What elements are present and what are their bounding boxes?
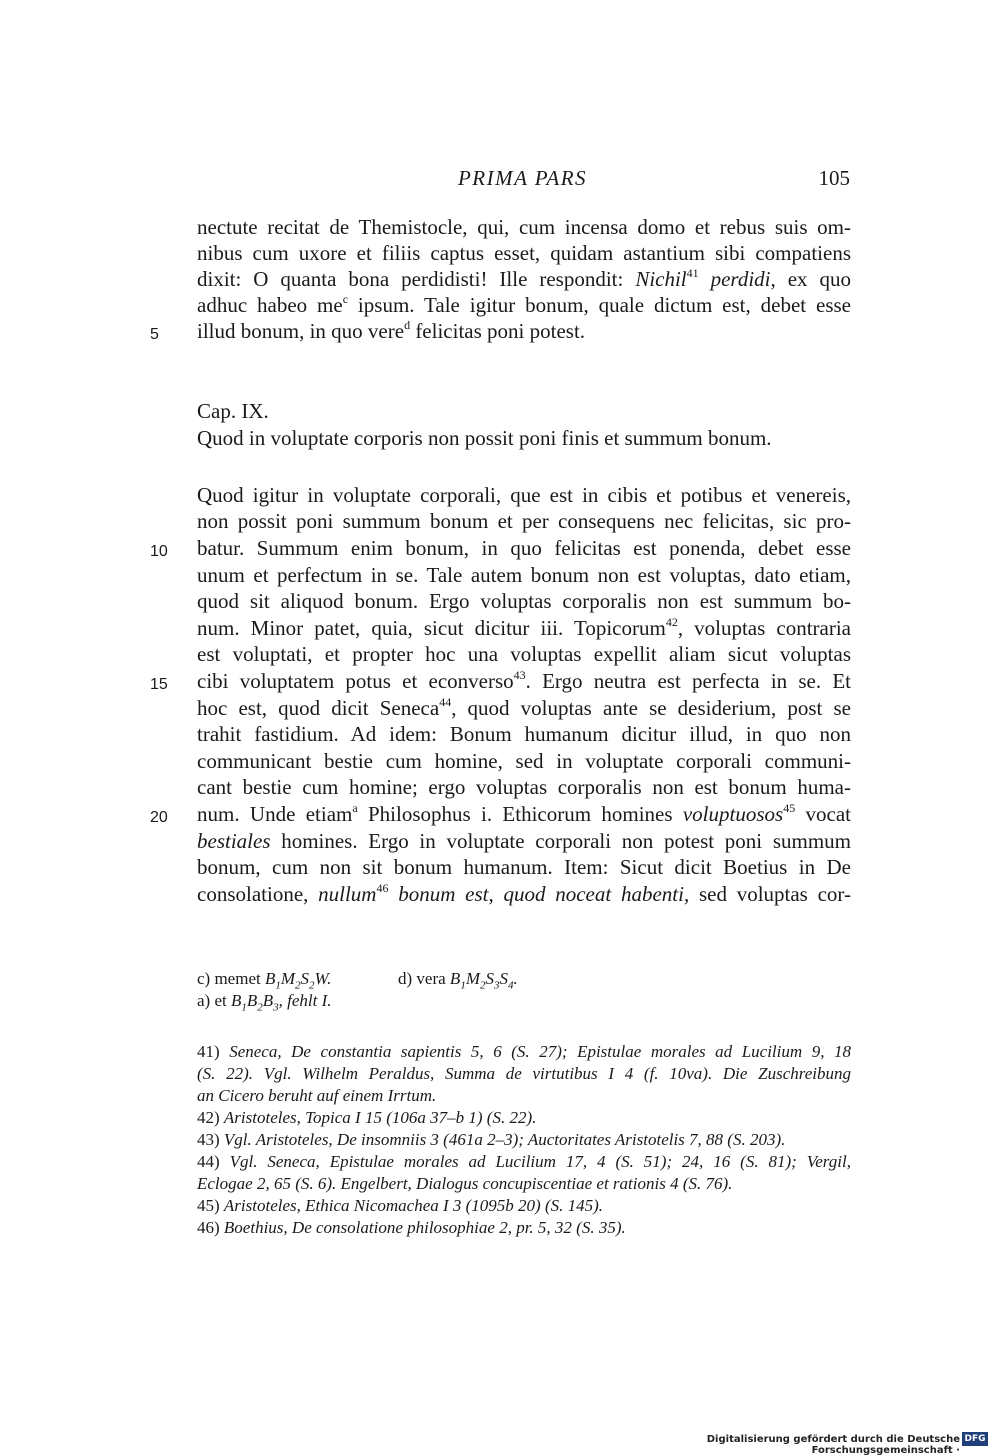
apparatus-entry-c: c) memet $B_1M_2S_2W$. (197, 969, 332, 992)
dfg-logo-icon: DFG (962, 1432, 988, 1446)
footnote-43: 43) Vgl. Aristoteles, De insomniis 3 (461a 2–3); Auctoritates Aristotelis 7, 88 (S. 203). (197, 1130, 786, 1149)
text-line: adhuc habeo $me^c$ ipsum. Tale igitur bonum, quale dictum est, debet esse (197, 292, 851, 317)
text-line: num. Minor patet, quia, sicut dicitur iii. Topicorum$^{42}$, voluptas contraria (197, 615, 852, 640)
text-line: trahit fastidium. Ad idem: Bonum humanum dicitur illud, in quo non (197, 722, 851, 746)
footnote-44-cont: Eclogae 2, 65 (S. 6). Engelbert, Dialogus concupiscentiae et rationis 4 (S. 76). (197, 1174, 733, 1193)
text-line: communicant bestie cum homine, sed in voluptate corporali communi- (197, 749, 851, 773)
footnote-45: 45) Aristoteles, Ethica Nicomachea I 3 (1095b 20) (S. 145). (197, 1196, 604, 1215)
apparatus-ref: a (352, 801, 358, 815)
line-number: 10 (150, 543, 168, 560)
apparatus-ref: c (342, 292, 349, 306)
footnote-41: 41) Seneca, De constantia sapientis 5, 6 (S. 27); Epistulae morales ad Lucilium 9, 18 (197, 1042, 851, 1061)
quotation-italic: bonum est, quod noceat habenti (388, 882, 684, 906)
footnote-ref: 41 (686, 266, 699, 280)
footnote-41-cont: an Cicero beruht auf einem Irrtum. (197, 1086, 437, 1105)
footnote-ref: 42 (665, 615, 678, 629)
line-number: 20 (150, 809, 168, 826)
line-number: 15 (150, 676, 168, 693)
text-line: illud bonum, in quo vere$^d$ felicitas poni potest. (197, 318, 586, 343)
page-number: 105 (818, 166, 850, 190)
apparatus-entry-d: d) vera $B_1M_2S_3S_4$. (398, 969, 518, 992)
text-line: cibi voluptatem potus et econverso$^{43}$. Ergo neutra est perfecta in se. Et (197, 668, 851, 693)
quotation-italic: voluptuosos (682, 802, 784, 826)
text-line: dixit: O quanta bona perdidisti! Ille respondit: Nichil$^{41}$ perdidi, ex quo (197, 266, 851, 291)
digitization-credit: Digitalisierung gefördert durch die Deutsche Forschungsgemeinschaft · (706, 1434, 960, 1456)
apparatus-ref: d (404, 318, 411, 332)
quotation-italic: Nichil (635, 267, 687, 291)
quotation-italic: bestiales (197, 829, 271, 853)
chapter-heading: Quod in voluptate corporis non possit poni finis et summum bonum. (197, 426, 772, 450)
footnote-41-cont: (S. 22). Vgl. Wilhelm Peraldus, Summa de virtutibus I 4 (f. 10va). Die Zuschreibung (197, 1064, 851, 1083)
apparatus-entry-a: a) et $B_1B_2B_3$, fehlt I. (197, 991, 332, 1014)
footnote-ref: 45 (783, 801, 796, 815)
text-line: num. Unde etiam$^a$ Philosophus i. Ethicorum homines voluptuosos$^{45}$ vocat (197, 801, 851, 826)
text-line: bonum, cum non sit bonum humanum. Item: Sicut dicit Boetius in De (197, 855, 851, 879)
text-line: cant bestie cum homine; ergo voluptas corporalis non est bonum huma- (197, 775, 851, 799)
text-line: hoc est, quod dicit Seneca$^{44}$, quod voluptas ante se desiderium, post se (197, 695, 851, 720)
footnote-ref: 46 (376, 881, 389, 895)
text-line: non possit poni summum bonum et per consequens nec felicitas, sic pro- (197, 509, 851, 533)
text-line: nibus cum uxore et filiis captus esset, quidam astantium sibi compatiens (197, 241, 851, 265)
footnote-46: 46) Boethius, De consolatione philosophiae 2, pr. 5, 32 (S. 35). (197, 1218, 626, 1237)
text-line: est voluptati, et propter hoc una voluptas expellit aliam sicut voluptas (197, 642, 851, 666)
footnote-42: 42) Aristoteles, Topica I 15 (106a 37–b 1) (S. 22). (197, 1108, 537, 1127)
footnote-ref: 43 (513, 668, 526, 682)
running-head: PRIMA PARS (457, 166, 588, 190)
quotation-italic: nullum (318, 882, 377, 906)
text-line: bestiales homines. Ergo in voluptate corporali non potest poni summum (197, 829, 851, 853)
chapter-number: Cap. IX. (197, 399, 269, 423)
quotation-italic: perdidi (698, 267, 771, 291)
footnote-ref: 44 (439, 695, 452, 709)
text-line: quod sit aliquod bonum. Ergo voluptas corporalis non est summum bo- (197, 589, 851, 613)
text-line: batur. Summum enim bonum, in quo felicitas est ponenda, debet esse (197, 536, 851, 560)
text-line: consolatione, nullum$^{46}$ bonum est, quod noceat habenti, sed voluptas cor- (197, 881, 851, 906)
footnote-44: 44) Vgl. Seneca, Epistulae morales ad Lucilium 17, 4 (S. 51); 24, 16 (S. 81); Vergil, (197, 1152, 851, 1171)
text-line: Quod igitur in voluptate corporali, que est in cibis et potibus et venereis, (197, 483, 851, 507)
line-number: 5 (150, 326, 159, 343)
text-line: unum et perfectum in se. Tale autem bonum non est voluptas, dato etiam, (197, 563, 851, 587)
text-line: nectute recitat de Themistocle, qui, cum incensa domo et rebus suis om- (197, 215, 851, 239)
